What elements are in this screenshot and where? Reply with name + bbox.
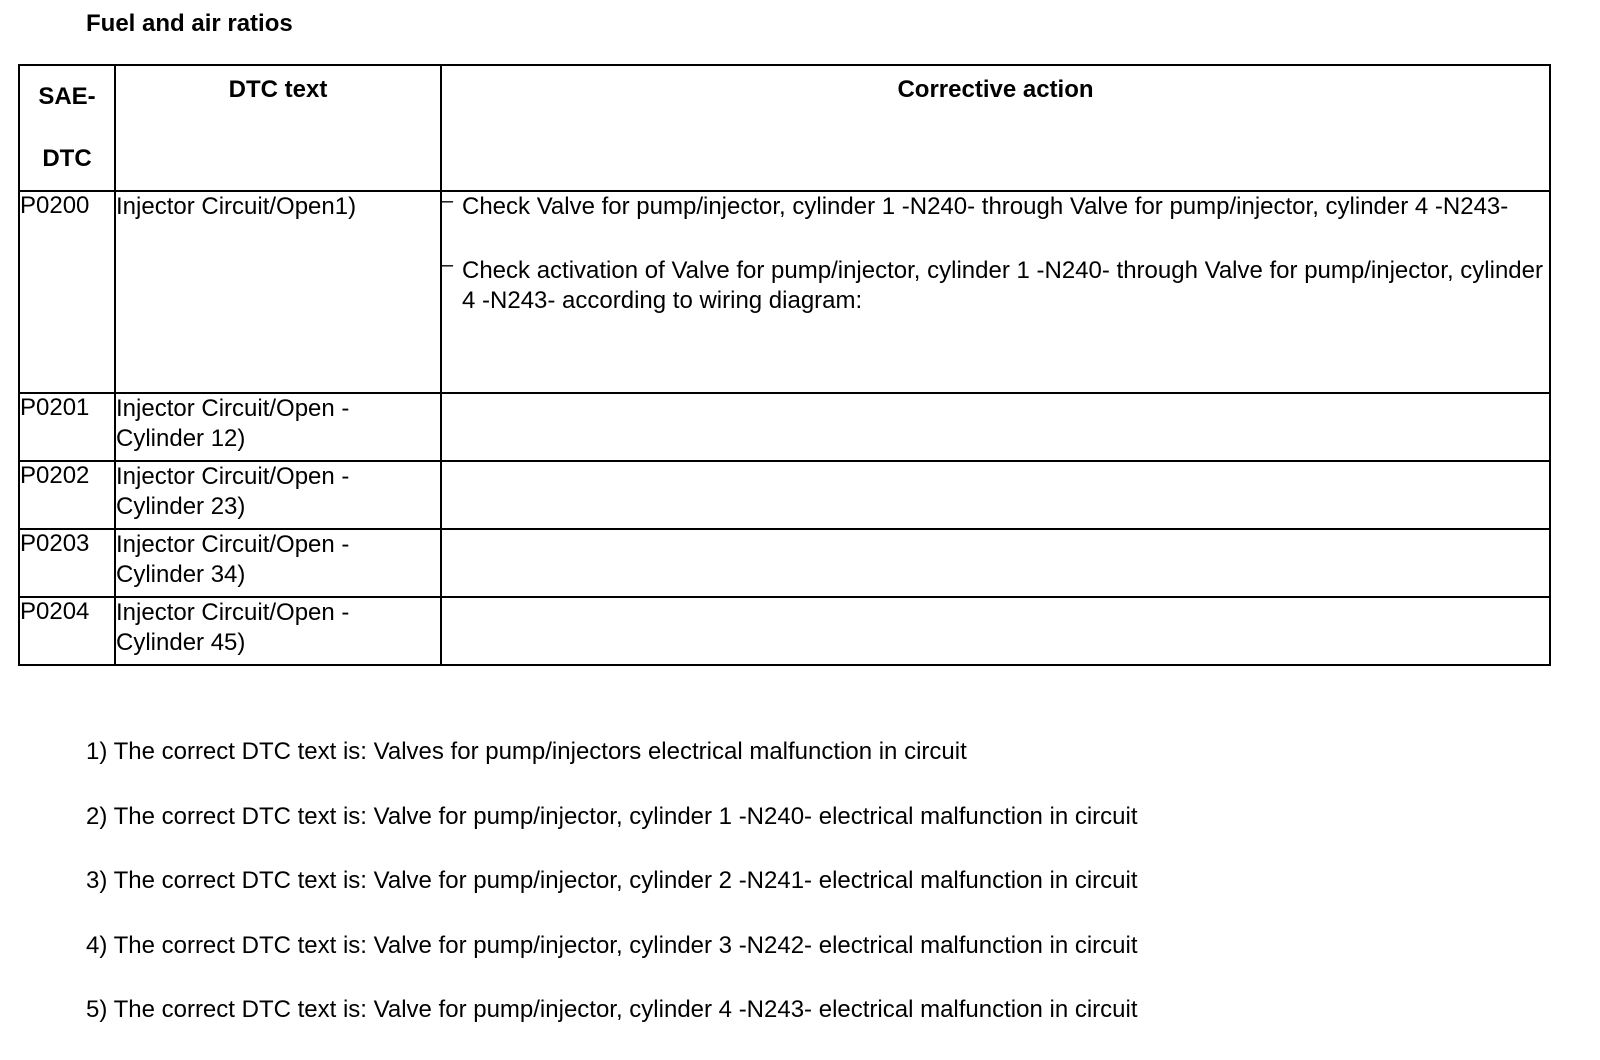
dtc-code: P0204 — [19, 597, 115, 665]
dtc-text: Injector Circuit/Open1) — [115, 191, 441, 393]
dtc-text-line1: Injector Circuit/Open - — [116, 463, 350, 490]
dtc-text-line1: Injector Circuit/Open - — [116, 395, 350, 422]
footnote: 2) The correct DTC text is: Valve for pump/injector, cylinder 1 -N240- electrical malfunction in circuit — [86, 802, 1138, 830]
corrective-action-text: Check activation of Valve for pump/injector, cylinder 1 -N240- through Valve for pump/injector, cylinder 4 -N243- according to wiring diagram: — [462, 257, 1543, 314]
dtc-text — [115, 393, 441, 461]
footnote: 1) The correct DTC text is: Valves for pump/injectors electrical malfunction in circuit — [86, 738, 967, 765]
header-dtc-text — [115, 65, 441, 191]
dtc-text-line2: Cylinder 23) — [116, 493, 246, 520]
footnote: 4) The correct DTC text is: Valve for pump/injector, cylinder 3 -N242- electrical malfunction in circuit — [86, 931, 1138, 959]
dtc-code: P0200 — [19, 191, 115, 393]
footnote: 3) The correct DTC text is: Valve for pump/injector, cylinder 2 -N241- electrical malfunction in circuit — [86, 867, 1138, 894]
header-corrective-action — [441, 65, 1550, 191]
dtc-text-line1: Injector Circuit/Open - — [116, 599, 350, 626]
dtc-code: P0202 — [19, 461, 115, 529]
dtc-text — [115, 597, 441, 665]
dtc-text-line2: Cylinder 12) — [116, 425, 246, 452]
table-row — [19, 191, 1550, 393]
header-corrective-action-label: Corrective action — [897, 76, 1094, 103]
corrective-action-item — [442, 192, 1549, 222]
corrective-action-item — [442, 256, 1549, 316]
footnotes — [86, 736, 1138, 1059]
dtc-code: P0201 — [19, 393, 115, 461]
dtc-text — [115, 529, 441, 597]
header-sae-dtc — [19, 65, 115, 191]
dtc-text — [115, 461, 441, 529]
page-title: Fuel and air ratios — [86, 10, 293, 37]
dtc-text-line2: Cylinder 34) — [116, 561, 246, 588]
table-row — [19, 529, 1550, 597]
dtc-text-line2: Cylinder 45) — [116, 629, 246, 656]
table-row — [19, 461, 1550, 529]
header-sae-line1: SAE- — [38, 83, 96, 110]
table-row — [19, 393, 1550, 461]
header-sae-line2: DTC — [42, 145, 92, 172]
corrective-action-text: Check Valve for pump/injector, cylinder 1 -N240- through Valve for pump/injector, cylinder 4 -N243- — [462, 193, 1509, 220]
dtc-text-line1: Injector Circuit/Open - — [116, 531, 350, 558]
corrective-action-cell — [441, 191, 1550, 393]
table-header-row — [19, 65, 1550, 191]
corrective-action-cell — [441, 597, 1550, 665]
dtc-code: P0203 — [19, 529, 115, 597]
dtc-table — [18, 64, 1551, 666]
corrective-action-cell — [441, 529, 1550, 597]
corrective-action-cell — [441, 461, 1550, 529]
dash-bullet-icon: – — [442, 190, 454, 212]
dash-bullet-icon: – — [442, 254, 454, 276]
footnote: 5) The correct DTC text is: Valve for pump/injector, cylinder 4 -N243- electrical malfunction in circuit — [86, 996, 1138, 1023]
corrective-action-cell — [441, 393, 1550, 461]
header-dtc-text-label: DTC text — [228, 76, 328, 103]
table-row — [19, 597, 1550, 665]
